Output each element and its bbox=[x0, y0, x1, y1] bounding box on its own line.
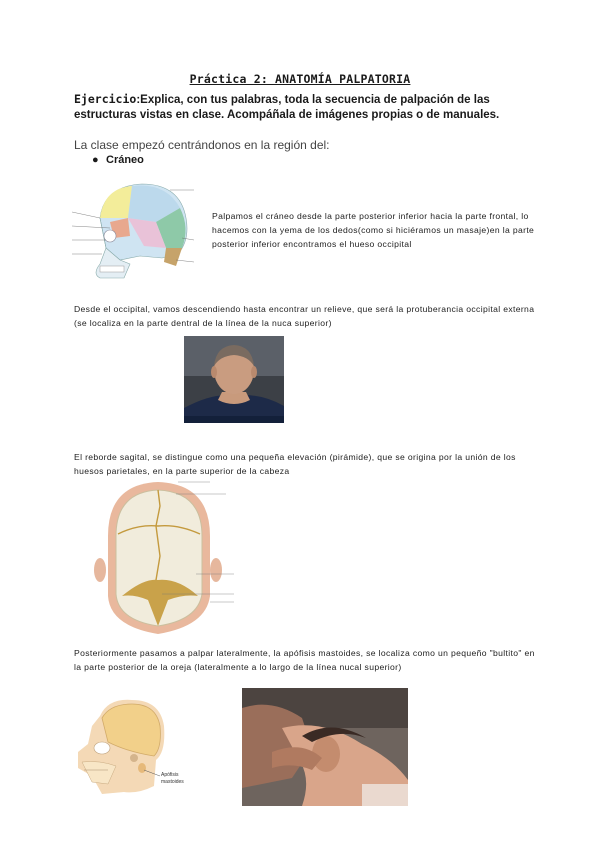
paragraph-3: El reborde sagital, se distingue como una pequeña elevación (pirámide), que se origina por la unión de los huesos parietales, en la parte superior de la cabeza bbox=[74, 452, 516, 476]
exercise-label: Ejercicio bbox=[74, 92, 137, 106]
neck-palpation-photo-icon bbox=[242, 688, 408, 806]
skull-lateral-icon bbox=[68, 696, 200, 796]
paragraph-4: Posteriormente pasamos a palpar lateralmente, la apófisis mastoides, se localiza como un pequeño "bultito" en la parte posterior de la oreja (lateralmente a lo largo de la línea nucal superior) bbox=[74, 648, 535, 672]
skull-top-view-icon bbox=[86, 476, 236, 636]
bullet-marker: ● bbox=[92, 154, 99, 166]
intro-text: La clase empezó centrándonos en la región del: bbox=[74, 138, 330, 152]
head-back-photo-icon bbox=[184, 336, 284, 423]
bullet-item-label: Cráneo bbox=[106, 154, 144, 166]
skull-diagram-icon bbox=[70, 178, 196, 284]
mastoid-label-line2: mastoides bbox=[161, 779, 184, 785]
exercise-text: :Explica, con tus palabras, toda la secuencia de palpación de las estructuras vistas en clase. Acompáñala de imágenes propias o de manuales. bbox=[74, 94, 500, 121]
paragraph-1: Palpamos el cráneo desde la parte posterior inferior hacia la parte frontal, lo hacemos con la yema de los dedos(como si hiciéramos un masaje)en la parte posterior inferior encontramos el hueso occipital bbox=[212, 211, 535, 249]
paragraph-2: Desde el occipital, vamos descendiendo hasta encontrar un relieve, que será la protuberancia occipital externa (se localiza en la parte dentral de la línea de la nuca superior) bbox=[74, 304, 535, 328]
bullet-item bbox=[92, 154, 144, 166]
page-title: Práctica 2: ANATOMÍA PALPATORIA bbox=[189, 72, 411, 86]
mastoid-label-line1: Apófisis bbox=[161, 772, 179, 778]
exercise-statement bbox=[74, 92, 544, 123]
